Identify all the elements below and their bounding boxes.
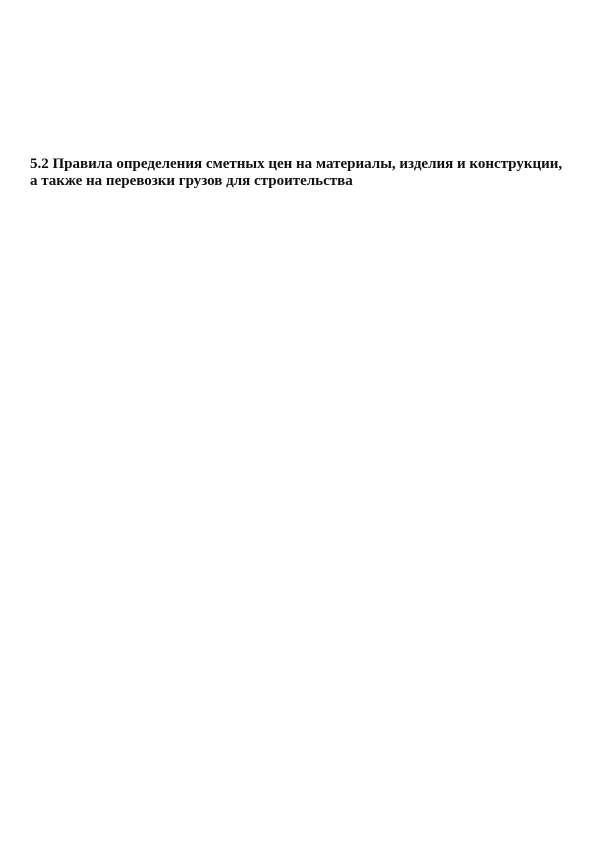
paragraph-5-2-3 <box>30 384 565 393</box>
section-heading: 5.2 Правила определения сметных цен на материалы, изделия и конструкции, а также на перевозки грузов для строительства <box>30 156 563 190</box>
paragraph-text <box>30 249 565 258</box>
paragraph-text <box>30 333 565 342</box>
paragraph-5-1-10 <box>30 139 565 148</box>
paragraph-5-1-8-a <box>30 12 565 21</box>
paragraph-text <box>30 266 565 275</box>
paragraph-text <box>30 282 565 291</box>
paragraph-text <box>30 367 565 376</box>
paragraph-5-1-8-b <box>30 29 565 38</box>
paragraph-text <box>30 350 565 359</box>
paragraph-list-item <box>30 63 565 72</box>
paragraph-text <box>30 401 565 410</box>
paragraph-5-1-9 <box>30 46 565 55</box>
paragraph-list-item <box>30 122 565 131</box>
paragraph-5-2-1 <box>30 198 565 207</box>
paragraph-text <box>30 232 565 241</box>
paragraph-text <box>30 434 565 443</box>
paragraph-list-item <box>30 78 565 87</box>
paragraph-list-item <box>30 107 565 116</box>
paragraph-text <box>30 215 565 224</box>
paragraph-text <box>30 299 565 308</box>
paragraph-text <box>30 418 565 427</box>
paragraph-list-item <box>30 92 565 101</box>
paragraph-text <box>30 451 565 460</box>
paragraph-5-2-4 <box>30 468 565 477</box>
paragraph-5-2-2 <box>30 316 565 325</box>
